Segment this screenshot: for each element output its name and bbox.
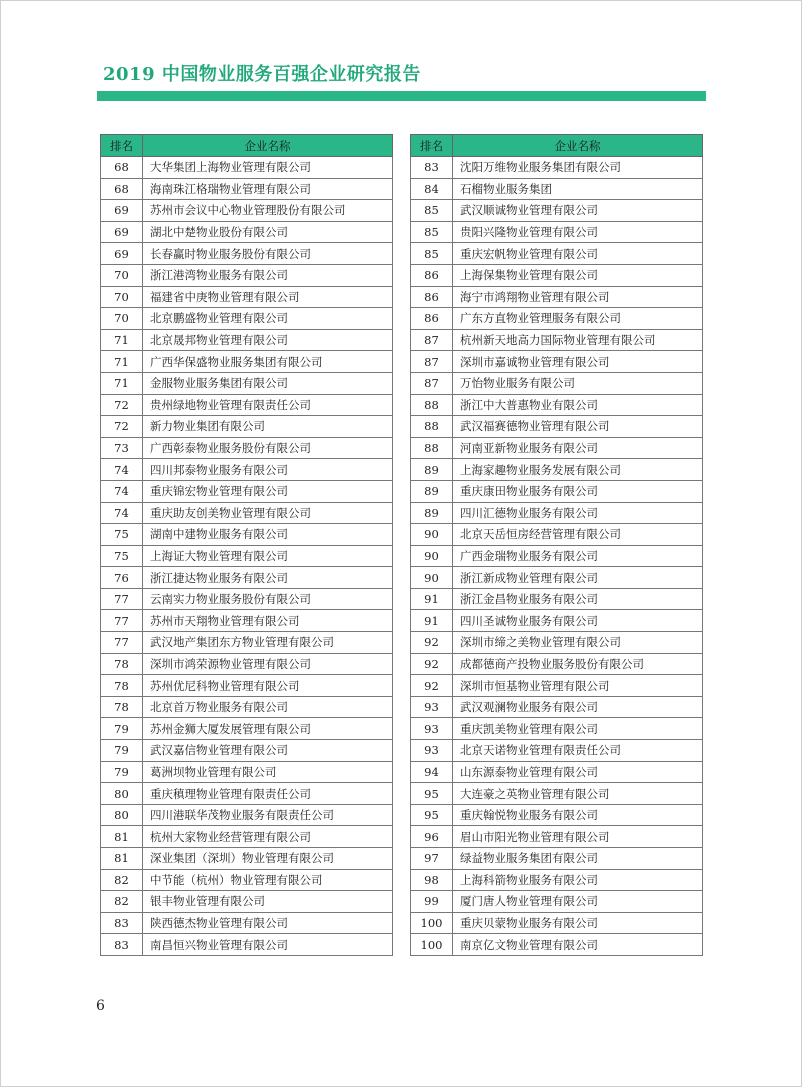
rank-cell: 74 xyxy=(101,480,143,502)
rank-cell: 95 xyxy=(411,783,453,805)
company-name-cell: 浙江中大普惠物业有限公司 xyxy=(453,394,703,416)
rank-cell: 87 xyxy=(411,329,453,351)
table-row xyxy=(101,675,393,697)
rank-cell: 71 xyxy=(101,372,143,394)
rank-cell: 76 xyxy=(101,567,143,589)
table-row xyxy=(101,567,393,589)
company-name-cell: 湖南中建物业服务有限公司 xyxy=(143,524,393,546)
table-row xyxy=(411,480,703,502)
company-name-cell: 重庆翰悦物业服务有限公司 xyxy=(453,804,703,826)
rank-cell: 93 xyxy=(411,696,453,718)
company-name-cell: 北京天诺物业管理有限责任公司 xyxy=(453,740,703,762)
table-row xyxy=(101,243,393,265)
page-number: 6 xyxy=(96,998,105,1014)
rank-cell: 68 xyxy=(101,178,143,200)
title-bar xyxy=(97,91,706,101)
table-row xyxy=(411,178,703,200)
rank-cell: 87 xyxy=(411,351,453,373)
company-name-cell: 河南亚新物业服务有限公司 xyxy=(453,437,703,459)
company-name-cell: 深圳市嘉诚物业管理有限公司 xyxy=(453,351,703,373)
table-row xyxy=(101,200,393,222)
company-name-cell: 湖北中楚物业股份有限公司 xyxy=(143,221,393,243)
rank-cell: 86 xyxy=(411,308,453,330)
company-name-cell: 金服物业服务集团有限公司 xyxy=(143,372,393,394)
table-row xyxy=(411,416,703,438)
table-row xyxy=(411,372,703,394)
company-name-cell: 贵阳兴隆物业管理有限公司 xyxy=(453,221,703,243)
table-row xyxy=(101,178,393,200)
company-name-cell: 贵州绿地物业管理有限责任公司 xyxy=(143,394,393,416)
rank-cell: 89 xyxy=(411,480,453,502)
company-name-cell: 深圳市恒基物业管理有限公司 xyxy=(453,675,703,697)
company-name-cell: 新力物业集团有限公司 xyxy=(143,416,393,438)
table-row xyxy=(101,718,393,740)
company-name-cell: 南昌恒兴物业管理有限公司 xyxy=(143,934,393,956)
rank-cell: 79 xyxy=(101,761,143,783)
table-row xyxy=(101,653,393,675)
rank-cell: 97 xyxy=(411,848,453,870)
rank-cell: 83 xyxy=(411,157,453,179)
company-name-cell: 山东源泰物业管理有限公司 xyxy=(453,761,703,783)
table-row xyxy=(101,157,393,179)
table-row xyxy=(411,524,703,546)
company-name-cell: 中节能（杭州）物业管理有限公司 xyxy=(143,869,393,891)
company-name-cell: 重庆康田物业服务有限公司 xyxy=(453,480,703,502)
company-name-cell: 浙江新成物业管理有限公司 xyxy=(453,567,703,589)
table-row xyxy=(101,891,393,913)
rank-cell: 87 xyxy=(411,372,453,394)
company-name-cell: 上海科箭物业服务有限公司 xyxy=(453,869,703,891)
table-row xyxy=(411,502,703,524)
company-name-cell: 广西华保盛物业服务集团有限公司 xyxy=(143,351,393,373)
rank-cell: 70 xyxy=(101,264,143,286)
table-row xyxy=(101,502,393,524)
rank-cell: 93 xyxy=(411,718,453,740)
rank-cell: 83 xyxy=(101,912,143,934)
rank-cell: 92 xyxy=(411,632,453,654)
rank-cell: 78 xyxy=(101,653,143,675)
table-row xyxy=(101,934,393,956)
company-name-cell: 上海保集物业管理有限公司 xyxy=(453,264,703,286)
table-row xyxy=(411,632,703,654)
table-row xyxy=(411,740,703,762)
table-row xyxy=(411,848,703,870)
company-name-cell: 海宁市鸿翔物业管理有限公司 xyxy=(453,286,703,308)
rank-cell: 85 xyxy=(411,243,453,265)
rank-cell: 100 xyxy=(411,934,453,956)
rank-cell: 90 xyxy=(411,524,453,546)
company-name-cell: 四川邦泰物业服务有限公司 xyxy=(143,459,393,481)
rank-cell: 78 xyxy=(101,696,143,718)
table-row xyxy=(101,351,393,373)
rank-cell: 90 xyxy=(411,545,453,567)
table-row xyxy=(101,329,393,351)
rank-cell: 74 xyxy=(101,459,143,481)
company-name-cell: 四川港联华茂物业服务有限责任公司 xyxy=(143,804,393,826)
company-name-cell: 武汉观澜物业服务有限公司 xyxy=(453,696,703,718)
company-name-cell: 大连豪之英物业管理有限公司 xyxy=(453,783,703,805)
company-name-cell: 苏州金狮大厦发展管理有限公司 xyxy=(143,718,393,740)
table-row xyxy=(101,826,393,848)
rank-cell: 85 xyxy=(411,221,453,243)
table-row xyxy=(411,308,703,330)
company-name-cell: 浙江港湾物业服务有限公司 xyxy=(143,264,393,286)
report-title: 2019 中国物业服务百强企业研究报告 xyxy=(103,64,421,85)
rank-cell: 81 xyxy=(101,848,143,870)
table-row xyxy=(411,891,703,913)
rank-cell: 74 xyxy=(101,502,143,524)
table-row xyxy=(101,588,393,610)
rank-cell: 82 xyxy=(101,891,143,913)
rank-cell: 90 xyxy=(411,567,453,589)
table-row xyxy=(411,610,703,632)
company-name-cell: 北京首万物业服务有限公司 xyxy=(143,696,393,718)
company-name-cell: 重庆稹理物业管理有限责任公司 xyxy=(143,783,393,805)
table-row xyxy=(101,632,393,654)
rank-cell: 84 xyxy=(411,178,453,200)
rank-cell: 72 xyxy=(101,416,143,438)
table-row xyxy=(101,264,393,286)
company-name-cell: 武汉嘉信物业管理有限公司 xyxy=(143,740,393,762)
ranking-table-right xyxy=(410,134,703,956)
company-name-cell: 深圳市缔之美物业管理有限公司 xyxy=(453,632,703,654)
rank-cell: 77 xyxy=(101,588,143,610)
company-name-cell: 眉山市阳光物业管理有限公司 xyxy=(453,826,703,848)
rank-cell: 68 xyxy=(101,157,143,179)
company-name-cell: 海南珠江格瑞物业管理有限公司 xyxy=(143,178,393,200)
table-row xyxy=(411,869,703,891)
table-row xyxy=(101,286,393,308)
rank-cell: 86 xyxy=(411,264,453,286)
table-row xyxy=(411,675,703,697)
table-row xyxy=(101,372,393,394)
rank-cell: 82 xyxy=(101,869,143,891)
company-name-cell: 杭州大家物业经营管理有限公司 xyxy=(143,826,393,848)
company-name-cell: 重庆贝蒙物业服务有限公司 xyxy=(453,912,703,934)
company-name-cell: 福建省中庚物业管理有限公司 xyxy=(143,286,393,308)
table-row xyxy=(101,848,393,870)
rank-cell: 71 xyxy=(101,351,143,373)
rank-column-header: 排名 xyxy=(101,135,143,157)
company-name-cell: 云南实力物业服务股份有限公司 xyxy=(143,588,393,610)
table-row xyxy=(101,740,393,762)
rank-cell: 89 xyxy=(411,459,453,481)
company-name-cell: 杭州新天地高力国际物业管理有限公司 xyxy=(453,329,703,351)
table-row xyxy=(411,783,703,805)
table-row xyxy=(411,264,703,286)
company-name-cell: 武汉顺诚物业管理有限公司 xyxy=(453,200,703,222)
table-row xyxy=(411,696,703,718)
name-column-header: 企业名称 xyxy=(453,135,703,157)
rank-cell: 79 xyxy=(101,740,143,762)
table-row xyxy=(411,243,703,265)
company-name-cell: 深圳市鸿荣源物业管理有限公司 xyxy=(143,653,393,675)
rank-cell: 77 xyxy=(101,632,143,654)
company-name-cell: 重庆助友创美物业管理有限公司 xyxy=(143,502,393,524)
rank-cell: 88 xyxy=(411,394,453,416)
rank-cell: 99 xyxy=(411,891,453,913)
company-name-cell: 上海证大物业管理有限公司 xyxy=(143,545,393,567)
table-row xyxy=(101,394,393,416)
company-name-cell: 四川汇德物业服务有限公司 xyxy=(453,502,703,524)
table-row xyxy=(411,545,703,567)
company-name-cell: 北京晟邦物业管理有限公司 xyxy=(143,329,393,351)
company-name-cell: 广西彰泰物业服务股份有限公司 xyxy=(143,437,393,459)
table-row xyxy=(101,869,393,891)
company-name-cell: 广西金瑞物业服务有限公司 xyxy=(453,545,703,567)
rank-cell: 88 xyxy=(411,416,453,438)
company-name-cell: 苏州市天翔物业管理有限公司 xyxy=(143,610,393,632)
table-row xyxy=(101,804,393,826)
company-name-cell: 万怡物业服务有限公司 xyxy=(453,372,703,394)
company-name-cell: 重庆凯美物业管理有限公司 xyxy=(453,718,703,740)
company-name-cell: 葛洲坝物业管理有限公司 xyxy=(143,761,393,783)
table-row xyxy=(411,221,703,243)
table-row xyxy=(411,286,703,308)
table-row xyxy=(101,416,393,438)
table-row xyxy=(101,761,393,783)
company-name-cell: 武汉福赛德物业管理有限公司 xyxy=(453,416,703,438)
company-name-cell: 陕西德杰物业管理有限公司 xyxy=(143,912,393,934)
rank-cell: 79 xyxy=(101,718,143,740)
table-row xyxy=(101,480,393,502)
company-name-cell: 厦门唐人物业管理有限公司 xyxy=(453,891,703,913)
ranking-table-right-body xyxy=(411,157,703,956)
table-header-row xyxy=(101,135,393,157)
table-row xyxy=(411,653,703,675)
rank-cell: 80 xyxy=(101,804,143,826)
table-row xyxy=(411,718,703,740)
rank-cell: 95 xyxy=(411,804,453,826)
company-name-cell: 大华集团上海物业管理有限公司 xyxy=(143,157,393,179)
table-row xyxy=(411,588,703,610)
table-row xyxy=(101,545,393,567)
table-row xyxy=(411,826,703,848)
table-row xyxy=(101,783,393,805)
company-name-cell: 浙江捷达物业服务有限公司 xyxy=(143,567,393,589)
rank-cell: 77 xyxy=(101,610,143,632)
company-name-cell: 苏州优尼科物业管理有限公司 xyxy=(143,675,393,697)
table-row xyxy=(101,459,393,481)
rank-cell: 92 xyxy=(411,653,453,675)
company-name-cell: 深业集团（深圳）物业管理有限公司 xyxy=(143,848,393,870)
rank-cell: 75 xyxy=(101,524,143,546)
rank-cell: 92 xyxy=(411,675,453,697)
company-name-cell: 石榴物业服务集团 xyxy=(453,178,703,200)
rank-cell: 69 xyxy=(101,221,143,243)
rank-cell: 93 xyxy=(411,740,453,762)
table-row xyxy=(411,934,703,956)
company-name-cell: 四川圣诚物业服务有限公司 xyxy=(453,610,703,632)
table-row xyxy=(101,912,393,934)
rank-cell: 71 xyxy=(101,329,143,351)
rank-cell: 73 xyxy=(101,437,143,459)
rank-cell: 91 xyxy=(411,588,453,610)
rank-cell: 89 xyxy=(411,502,453,524)
rank-cell: 88 xyxy=(411,437,453,459)
rank-cell: 72 xyxy=(101,394,143,416)
company-name-cell: 长春赢时物业服务股份有限公司 xyxy=(143,243,393,265)
rank-cell: 70 xyxy=(101,286,143,308)
rank-cell: 85 xyxy=(411,200,453,222)
table-row xyxy=(411,394,703,416)
rank-cell: 91 xyxy=(411,610,453,632)
table-row xyxy=(101,221,393,243)
rank-cell: 86 xyxy=(411,286,453,308)
table-row xyxy=(411,329,703,351)
table-row xyxy=(101,437,393,459)
table-row xyxy=(411,804,703,826)
rank-cell: 80 xyxy=(101,783,143,805)
company-name-cell: 苏州市会议中心物业管理股份有限公司 xyxy=(143,200,393,222)
table-row xyxy=(411,567,703,589)
rank-cell: 69 xyxy=(101,243,143,265)
company-name-cell: 南京亿文物业管理有限公司 xyxy=(453,934,703,956)
table-row xyxy=(101,696,393,718)
company-name-cell: 绿益物业服务集团有限公司 xyxy=(453,848,703,870)
company-name-cell: 上海家趣物业服务发展有限公司 xyxy=(453,459,703,481)
company-name-cell: 沈阳万维物业服务集团有限公司 xyxy=(453,157,703,179)
ranking-table-left-body xyxy=(101,157,393,956)
ranking-table-left xyxy=(100,134,393,956)
rank-cell: 98 xyxy=(411,869,453,891)
rank-cell: 75 xyxy=(101,545,143,567)
company-name-cell: 银丰物业管理有限公司 xyxy=(143,891,393,913)
rank-column-header: 排名 xyxy=(411,135,453,157)
table-header-row xyxy=(411,135,703,157)
company-name-cell: 浙江金昌物业服务有限公司 xyxy=(453,588,703,610)
rank-cell: 78 xyxy=(101,675,143,697)
rank-cell: 70 xyxy=(101,308,143,330)
table-row xyxy=(411,912,703,934)
company-name-cell: 北京鹏盛物业管理有限公司 xyxy=(143,308,393,330)
rank-cell: 69 xyxy=(101,200,143,222)
table-row xyxy=(411,200,703,222)
rank-cell: 96 xyxy=(411,826,453,848)
table-row xyxy=(411,437,703,459)
table-row xyxy=(411,157,703,179)
rank-cell: 100 xyxy=(411,912,453,934)
company-name-cell: 重庆锦宏物业管理有限公司 xyxy=(143,480,393,502)
table-row xyxy=(101,610,393,632)
company-name-cell: 武汉地产集团东方物业管理有限公司 xyxy=(143,632,393,654)
table-row xyxy=(411,351,703,373)
rank-cell: 83 xyxy=(101,934,143,956)
company-name-cell: 成都德商产投物业服务股份有限公司 xyxy=(453,653,703,675)
rank-cell: 81 xyxy=(101,826,143,848)
table-row xyxy=(411,761,703,783)
rank-cell: 94 xyxy=(411,761,453,783)
name-column-header: 企业名称 xyxy=(143,135,393,157)
table-row xyxy=(101,524,393,546)
company-name-cell: 重庆宏帆物业管理有限公司 xyxy=(453,243,703,265)
table-row xyxy=(411,459,703,481)
table-row xyxy=(101,308,393,330)
company-name-cell: 北京天岳恒房经营管理有限公司 xyxy=(453,524,703,546)
company-name-cell: 广东方直物业管理服务有限公司 xyxy=(453,308,703,330)
